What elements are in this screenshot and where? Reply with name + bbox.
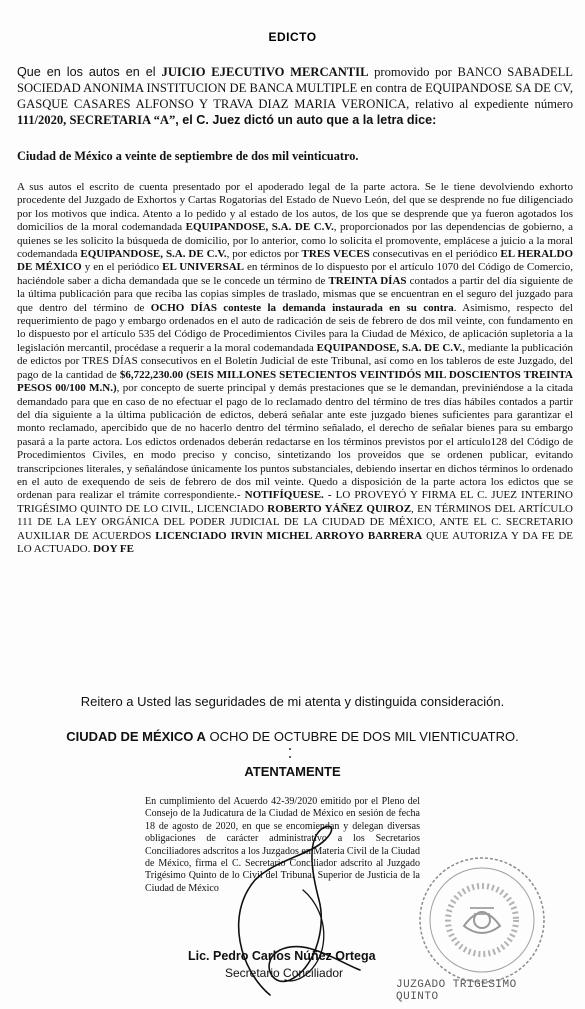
body-text: LO PROVEYÓ Y FIRMA EL C. JUEZ INTERINO TRIGÉSIMO QUINTO DE LO CIVIL, LICENCIADO [17,489,573,515]
court-seal-image [404,848,554,998]
body-bold: EQUIPANDOSE, S.A. DE C.V. [316,341,463,354]
body-bold: TREINTA DÍAS [328,274,407,287]
closing-place-date [0,729,585,744]
document-title: EDICTO [268,30,317,44]
auto-body [17,181,573,556]
body-text: consecutivas en el periódico [369,248,501,261]
body-bold: EL HERALDO DE MÉXICO [17,248,574,274]
body-bold: ROBERTO YÁÑEZ QUIROZ [267,502,412,515]
body-text: . Asimismo, respecto del requerimiento de pago y embargo ordenados en el auto de radicación de seis de febrero de dos mil veinte, con fundamento en lo dispuesto por el artículo 535 del Código de Procedimientos Civiles para la Ciudad de México, de aplicación supletoria a la legislación mercantil, procédase a requerir a la moral codemandada [17,301,573,354]
body-bold: EQUIPANDOSE, S.A. DE C.V. [80,248,227,261]
separator-dots [285,746,295,760]
body-text: contados a partir del día siguiente de la última publicación para que reciba las copias simples de traslado, mismas que se encuentran en el seguro del juzgado para que dentro del término de [17,274,573,314]
body-bold: OCHO DÍAS conteste la demanda instaurada en su contra [150,301,454,314]
body-text: , proporcionados por las dependencias de gobierno, a quienes se les solicito la búsqueda de domicilio, por lo anterior, como lo solicita el promovente, emplácese a juicio a la moral codemandada [17,221,573,261]
body-text: , EN TÉRMINOS DEL ARTÍCULO 111 DE LA LEY ORGÁNICA DEL PODER JUDICIAL DE LA CIUDAD DE MÉXICO, ANTE EL C. SECRETARIO AUXILIAR DE ACUERDOS [17,502,573,542]
body-text: y en el periódico [81,261,163,274]
body-text: en términos de lo dispuesto por el artículo 1070 del Código de Comercio, haciéndole saber a dicha demandada que se le concede un término de [17,261,573,287]
intro-text-2: promovido por BANCO SABADELL SOCIEDAD ANONIMA INSTITUCION DE BANCA MULTIPLE en contra de EQUIPANDOSE SA DE CV, GASQUE CASARES ALFONSO Y TRAVA DIAZ MARIA VERONICA, relativo al expediente número [17,65,573,111]
closing-regards: Reitero a Usted las seguridades de mi atenta y distinguida consideración. [80,694,505,709]
body-bold: TRES VECES [301,248,370,261]
signer-name: Lic. Pedro Carlos Núñez Ortega [188,949,376,963]
body-text: A sus autos el escrito de cuenta presentado por el apoderado legal de la parte actora. Se le tiene devolviendo exhorto procedente del Juzgado de Exhortos y Cartas Rogatorias del Estado de Nuevo León, del que se desprende no fue diligenciado por los motivos que indica. Atento a lo pedido y al estado de los autos, de los que se desprende que ya fueron agotados los domicilios de la moral codemandada [17,181,573,234]
body-bold-amount: $6,722,230.00 (SEIS MILLONES SETECIENTOS VEINTIDÓS MIL DOSCIENTOS TREINTA PESOS 00/100 M.N.) [17,368,573,395]
intro-text-3: , el C. Juez dictó un auto que a la letra dice: [175,113,437,127]
body-text: , por edictos por [226,248,302,261]
body-text: , por concepto de suerte principal y demás prestaciones que se le demandan, previniéndose a la citada demandado para que en caso de no efectuar el pago de lo reclamado dentro del término de tres días hábiles contados a partir del día siguiente a la última publicación de edictos, deberá señalar ante este juzgado bienes suficientes para garantizar el monto reclamado, apercibido que de no hacerlo dentro del término señalado, el derecho de señalar bienes para su embargo pasará a la parte actora. Los edictos ordenados deberán redactarse en los términos previstos por el artículo128 del Código de Procedimientos Civiles, en modo preciso y conciso, sintetizando los proveídos que se ordenen publicar, evitando transcripciones literales, y señalándose únicamente los puntos substanciales, debiendo insertar en dichos términos lo ordenado en el auto de exequendo de seis de febrero de dos mil veinte. Quedo a disposición de la parte actora los edictos que se ordenan para realizar el trámite correspondiente.- [17,382,573,502]
body-bold: EL UNIVERSAL [162,261,244,274]
atentamente-heading: ATENTAMENTE [244,764,341,779]
body-text: , mediante la publicación de edictos por TRES DÍAS consecutivos en el Boletín Judicial de este Tribunal, así como en los tableros de este Juzgado, del pago de la cantidad de [17,341,573,381]
case-type: JUICIO EJECUTIVO MERCANTIL [161,65,369,79]
body-bold: NOTIFÍQUESE. - [244,489,332,502]
body-text: QUE AUTORIZA Y DA FE DE LO ACTUADO. [17,529,574,555]
closing-date: OCHO DE OCTUBRE DE DOS MIL VIENTICUATRO. [205,729,519,744]
body-bold: LICENCIADO IRVIN MICHEL ARROYO BARRERA [155,529,423,542]
acuerdo-paragraph: En cumplimiento del Acuerdo 42-39/2020 emitido por el Pleno del Consejo de la Judicatura de la Ciudad de México en sesión de fecha 18 de agosto de 2020, en que se encomiendan y delegan diversas obligaciones de carácter administrativo a los Secretarios Conciliadores adscritos a los Juzgados en Materia Civil de la Ciudad de México, firma el C. Secretario Conciliador adscrito al Juzgado Trigésimo Quinto de lo Civil del Tribunal Superior de Justicia de la Ciudad de México [145,796,420,894]
body-bold: DOY FE [93,542,134,555]
signer-role: Secretario Conciliador [225,966,344,980]
body-bold: EQUIPANDOSE, S.A. DE C.V. [185,221,334,234]
auto-dateline: Ciudad de México a veinte de septiembre de dos mil veinticuatro. [17,149,359,163]
intro-text-1: Que en los autos en el [17,65,162,79]
expediente-number: 111/2020, SECRETARIA “A” [17,113,176,127]
intro-paragraph [17,64,573,128]
closing-city: CIUDAD DE MÉXICO A [66,729,206,744]
court-stamp: JUZGADO TRIGESIMO QUINTO [396,979,517,1003]
